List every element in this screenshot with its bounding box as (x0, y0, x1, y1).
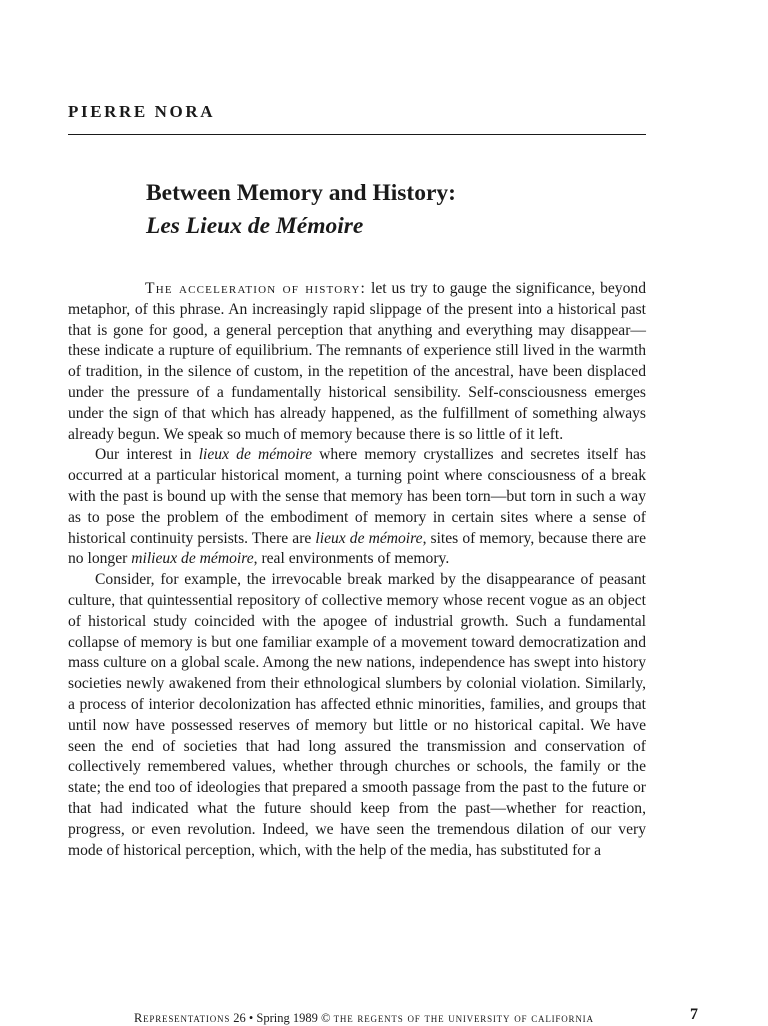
header-rule (68, 134, 646, 135)
paragraph-2-text-d: , real environments of memory. (253, 550, 450, 568)
paragraph-2 (68, 445, 646, 570)
paragraph-1-text: let us try to gauge the significance, beyond metaphor, of this phrase. An increasingly rapid slippage of the present into a historical past that is gone for good, a general perception that anything and everything may disappear—these indicate a rupture of equilibrium. The remnants of experience still lived in the warmth of tradition, in the silence of custom, in the repetition of the ancestral, have been displaced under the pressure of a fundamentally historical sensibility. Self-consciousness emerges under the sign of that which has already happened, as the fulfillment of something always already begun. We speak so much of memory because there is so little of it left. (68, 280, 646, 443)
article-subtitle: Les Lieux de Mémoire (146, 213, 364, 239)
issue-info: 26 • Spring 1989 © (230, 1011, 334, 1025)
article-title: Between Memory and History: (146, 180, 456, 206)
paragraph-1 (68, 279, 646, 445)
article-body (68, 279, 646, 861)
italic-term: milieux de mémoire (131, 550, 254, 568)
paragraph-2-text-c: , sites of memory, because there are no longer (68, 529, 646, 568)
author-name: PIERRE NORA (68, 102, 216, 121)
paragraph-3: Consider, for example, the irrevocable break marked by the disappearance of peasant culture, that quintessential repository of collective memory whose recent vogue as an object of historical study coincided with the apogee of industrial growth. Such a fundamental collapse of memory is but one familiar example of a movement toward democratization and mass culture on a global scale. Among the new nations, independence has swept into history societies newly awakened from their ethnological slumbers by colonial violation. Similarly, a process of interior decolonization has affected ethnic minorities, families, and groups that until now have possessed reserves of memory but little or no historical capital. We have seen the end of societies that had long assured the transmission and conservation of collectively remembered values, whether through churches or schools, the family or the state; the end too of ideologies that prepared a smooth passage from the past to the future or that had indicated what the future should keep from the past—whether for reaction, progress, or even revolution. Indeed, we have seen the tremendous dilation of our very mode of historical perception, which, with the help of the media, has substituted for a (68, 571, 646, 859)
page-number: 7 (690, 1006, 698, 1023)
publisher-name: the regents of the university of california (333, 1011, 594, 1025)
lead-in-small-caps: The acceleration of history: (145, 280, 367, 297)
italic-term: lieux de mémoire (315, 529, 423, 547)
italic-term: lieux de mémoire (198, 446, 312, 464)
paragraph-2-text-b: where memory crystallizes and secretes itself has occurred at a particular historical moment, a turning point where consciousness of a break with the past is bound up with the sense that memory has been torn—but torn in such a way as to pose the problem of the embodiment of memory in certain sites where a sense of historical continuity persists. There are (68, 446, 646, 547)
paragraph-2-text-a: Our interest in (95, 446, 199, 464)
journal-name: Representations (134, 1011, 231, 1025)
